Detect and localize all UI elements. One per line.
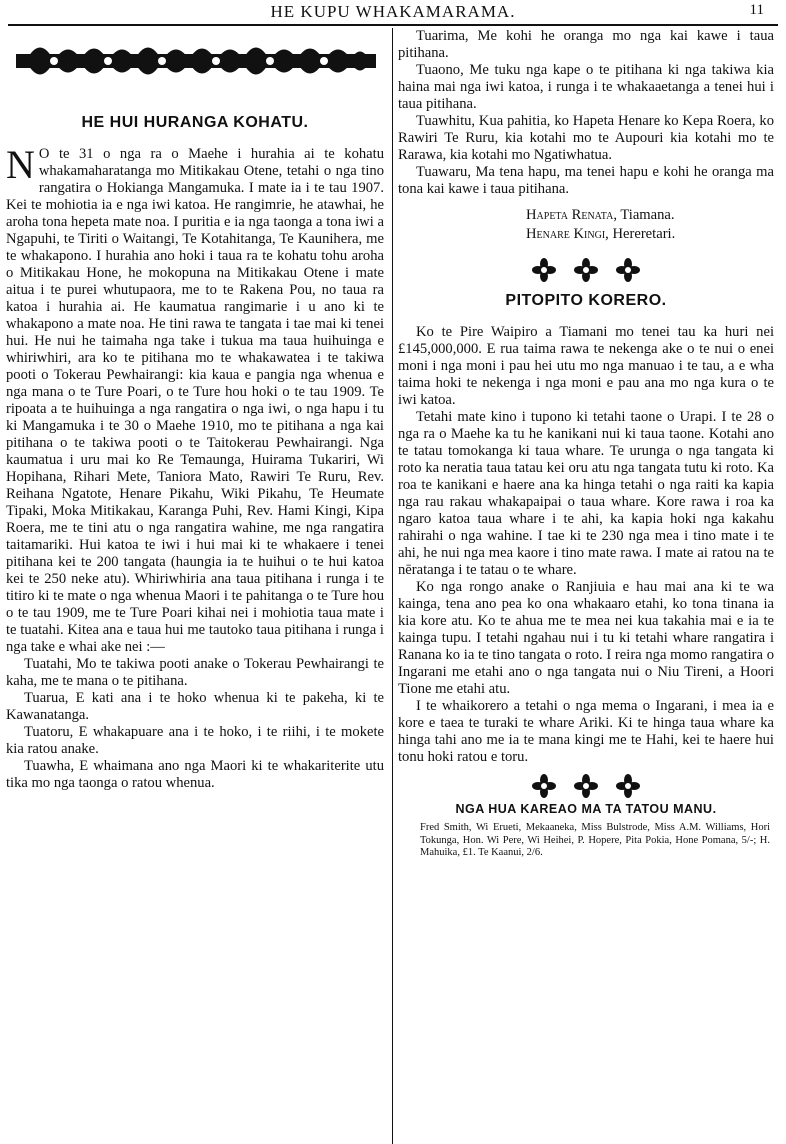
flower-ornament-icon xyxy=(532,774,556,798)
flower-ornament-icon xyxy=(574,774,598,798)
flower-divider xyxy=(398,258,774,282)
news-paragraph-4: I te whaikorero a tetahi o nga mema o Ingarani, i mea ia e kore e taea te turaki te whare Ariki. Ki te hinga taua whare ka hinga tahi ano me ia te mana kingi me te Hahi, kei te haere hui tonu hoki ratou e toru. xyxy=(398,698,774,765)
news-paragraph-3: Ko nga rongo anake o Ranjiuia e hau mai ana ki te wa kainga, tena ano pea ko ona whakaaro etahi, ko tona tinana ia kia kore atu. Ko te ahua me te mea nei kua takahia mai e ia te kainga tupu. I tetahi ngahau nui i tu ki tetahi whare rangatira i Ranana ko ia te tino tangata o roto. I reira nga momo rangatira o Ingarani me etahi ano o nga tangata nui o Niu Tireni, a Hoori Tione me etahi atu. xyxy=(398,579,774,697)
drop-cap: N xyxy=(6,142,35,187)
running-head xyxy=(0,0,786,26)
flower-ornament-icon xyxy=(574,258,598,282)
fern-ornament-icon xyxy=(16,32,376,90)
article-body: O te 31 o nga ra o Maehe i hurahia ai te kohatu whakamaharatanga mo Mitikakau Otene, tetahi o nga tino rangatira o Hokianga Mangamuka. I mate ia i te tau 1907. Kei te mohiotia ia e nga iwi katoa. He rangimrie, he atawhai, he aroha tona hepeta mate noa. I puritia e ia nga taonga a tona iwi a Ngapuhi, te Tiriti o Waitangi, Te Kotahitanga, Te Kaunihera, me te whakapono. I hurahia ano hoki i taua ra te kohatu tohu aroha o Mitikakau Hone, he mokopuna na Mitikakau Otene i mate aitua i te purei whutupaora, me to te Rakena Pou, no taua ra katoa i hurahia ai. He kaumatua rangimarie i u ano ki te whakapono a mate noa. He tini rawa te tangata i tae mai ki tenei hui. He nui he taimaha nga take i tukua ma taua huihuinga e whiriwhiri, ara ko te pitihana mo te whakawatea i te takiwa pooti o Tokerau Pewhairangi: kia kaua e pangia nga whenua e nga mana o te Ture Poari, o te Ture hou hoki o te tau 1909. Te ripoata a te huihuinga a nga rangatira o nga iwi, o nga hapu i tu ki Mangamuka i te 30 o Maehe 1910, mo te pitihana a nga kai pitihana o te takiwa pooti o te Taitokerau Pewhairangi. Nga kaumatua i uru mai ko Re Temaunga, Huirama Tukariri, Wi Hopihana, Rihari Mete, Taniora Mato, Rawiri Te Ruru, Rev. Reihana Ngatote, Henare Pikahu, Wiki Pikahu, Te Heumate Tipaki, Moka Mitikakau, Karanga Puhi, Rev. Hami Kingi, Kipa Roera, me te tini atu o nga rangatira wahine, me nga rangatira taitamariki. Hui katoa te iwi i hui mai ki te whakaere i tenei pitihana kei te 200 tangata (haungia ia te huihui o te hui katoa kei te 250 neke atu). Whiriwhiria ana taua pitihana i runga i te titiro ki te mate o nga whenua Maori i te pahitanga o te Ture hou o te tau 1909, me te Ture Poari kihai nei i mohiotia taua mate i te tuatahi. Kitea ana e taua hui me tautoko taua pitihana i runga i nga take e whai ake nei :— xyxy=(6,146,384,655)
flower-ornament-icon xyxy=(616,774,640,798)
header-rule xyxy=(8,24,778,26)
flower-divider xyxy=(398,774,774,798)
signatory-name: Hapeta Renata xyxy=(526,207,614,223)
signature-2 xyxy=(526,225,774,244)
news-paragraph-2: Tetahi mate kino i tupono ki tetahi taone o Urapi. I te 28 o nga ra o Maehe ka tu he kanikani nui ki taua taone. Kotahi ano te tatau tomokanga ki taua whare. Te urunga o nga tangata ki roto ka neratia taua tatau kei oru atu nga tangata tutu ki roto. Ka roa te kanikani e haere ana ka hinga tetahi o nga raiti ka kapia nga rau rakau whakapaipai o taua whare. Kore rawa i roa ka ngaro katoa taua whare i te ahi, ka kapia hoki nga kakahu rahirahi o nga wahine. I tae ki te 230 nga mea i tino mate i te ahi, he nui nga mea kaore i tino mate rawa. I mate ai ratou na te nēratanga i te tatau o te whare. xyxy=(398,409,774,578)
left-column xyxy=(6,28,384,1144)
resolution-3: Tuatoru, E whakapuare ana i te hoko, i te riihi, i te mokete kia ratou anake. xyxy=(6,724,384,757)
resolution-4: Tuawha, E whaimana ano nga Maori ki te whakariterite utu tika mo nga taonga o ratou whenua. xyxy=(6,758,384,791)
article-paragraph xyxy=(6,142,384,656)
resolution-5: Tuarima, Me kohi he oranga mo nga kai kawe i taua pitihana. xyxy=(398,28,774,61)
resolution-8: Tuawaru, Ma tena hapu, ma tenei hapu e kohi he oranga ma tona kai kawe i taua pitihana. xyxy=(398,164,774,197)
flower-ornament-icon xyxy=(616,258,640,282)
article-title: HE HUI HURANGA KOHATU. xyxy=(81,114,309,131)
right-column xyxy=(398,28,774,1144)
signature-1 xyxy=(526,206,774,225)
resolution-1: Tuatahi, Mo te takiwa pooti anake o Tokerau Pewhairangi te kaha, me te mana o te pitihana. xyxy=(6,656,384,689)
running-title: HE KUPU WHAKAMARAMA. xyxy=(270,2,516,21)
signatory-role: , Hereretari. xyxy=(605,226,676,242)
resolution-6: Tuaono, Me tuku nga kape o te pitihana ki nga takiwa kia haina mai nga iwi katoa, i runga i te whakaaetanga a tenei hui i taua pitihana. xyxy=(398,62,774,112)
subscriptions-list: Fred Smith, Wi Erueti, Mekaaneka, Miss Bulstrode, Miss A.M. Williams, Hori Tokunga, Hon. Wi Pere, Wi Heihei, P. Hopere, Pita Pokia, Hone Pomana, 5/-; H. Mahuika, £1. Te Kaanui, 2/6. xyxy=(420,822,770,858)
resolution-7: Tuawhitu, Kua pahitia, ko Hapeta Henare ko Kepa Roera, ko Rawiri Te Ruru, kia kotahi mo te Aupouri kia kotahi mo te Rarawa, kia kotahi mo Ngatiwhatua. xyxy=(398,113,774,163)
signatory-role: , Tiamana. xyxy=(613,207,675,223)
resolution-2: Tuarua, E kati ana i te hoko whenua ki te pakeha, ki te Kawanatanga. xyxy=(6,690,384,723)
signatory-name: Henare Kingi xyxy=(526,226,606,242)
subscriptions-title: NGA HUA KAREAO MA TA TATOU MANU. xyxy=(455,802,717,816)
news-paragraph-1: Ko te Pire Waipiro a Tiamani mo tenei tau ka huri nei £145,000,000. E rua taima rawa te nekenga ake o te nui o enei moni i nga moni i pau hei utu mo nga manuao i te tau, a e wha taima hoki te nekenga i nga moni e pau ana mo nga kura o te iwi katoa. xyxy=(398,324,774,408)
page-number: 11 xyxy=(749,2,764,18)
column-divider xyxy=(392,28,393,1144)
news-title: PITOPITO KORERO. xyxy=(505,292,667,309)
flower-ornament-icon xyxy=(532,258,556,282)
